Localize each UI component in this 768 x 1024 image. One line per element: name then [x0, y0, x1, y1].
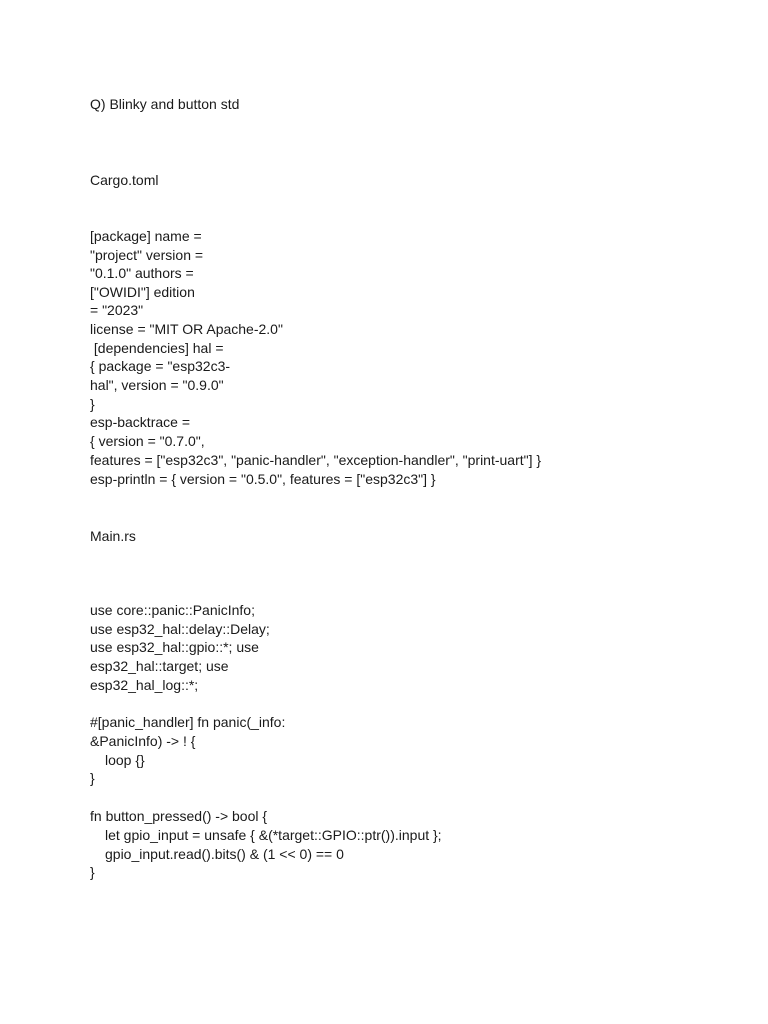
code-line: features = ["esp32c3", "panic-handler", "exception-handler", "print-uart"] } [90, 452, 542, 468]
code-line: "0.1.0" authors = [90, 265, 194, 281]
cargo-heading: Cargo.toml [90, 172, 159, 188]
code-line: loop {} [105, 752, 145, 768]
main-heading: Main.rs [90, 528, 136, 544]
code-line: esp-println = { version = "0.5.0", features = ["esp32c3"] } [90, 471, 436, 487]
code-line: use core::panic::PanicInfo; [90, 602, 255, 618]
code-line: esp32_hal::target; use [90, 658, 229, 674]
code-line: use esp32_hal::gpio::*; use [90, 639, 259, 655]
document-page [90, 0, 750, 1024]
code-line: hal", version = "0.9.0" [90, 377, 224, 393]
code-line: license = "MIT OR Apache-2.0" [90, 321, 283, 337]
code-line: #[panic_handler] fn panic(_info: [90, 714, 286, 730]
code-line: [package] name = [90, 228, 202, 244]
question-title: Q) Blinky and button std [90, 96, 240, 112]
code-line: esp-backtrace = [90, 414, 190, 430]
code-line: ["OWIDI"] edition [90, 284, 195, 300]
code-line: } [90, 770, 95, 786]
code-line: } [90, 396, 95, 412]
code-line: [dependencies] hal = [90, 340, 224, 356]
code-line: "project" version = [90, 247, 204, 263]
code-line: let gpio_input = unsafe { &(*target::GPIO::ptr()).input }; [105, 827, 442, 843]
code-line: } [90, 864, 95, 880]
code-line: { package = "esp32c3- [90, 358, 231, 374]
code-line: esp32_hal_log::*; [90, 677, 199, 693]
code-line: gpio_input.read().bits() & (1 << 0) == 0 [105, 846, 344, 862]
code-line: = "2023" [90, 302, 144, 318]
code-line: { version = "0.7.0", [90, 433, 205, 449]
code-line: &PanicInfo) -> ! { [90, 733, 196, 749]
code-line: fn button_pressed() -> bool { [90, 808, 268, 824]
code-line: use esp32_hal::delay::Delay; [90, 621, 270, 637]
